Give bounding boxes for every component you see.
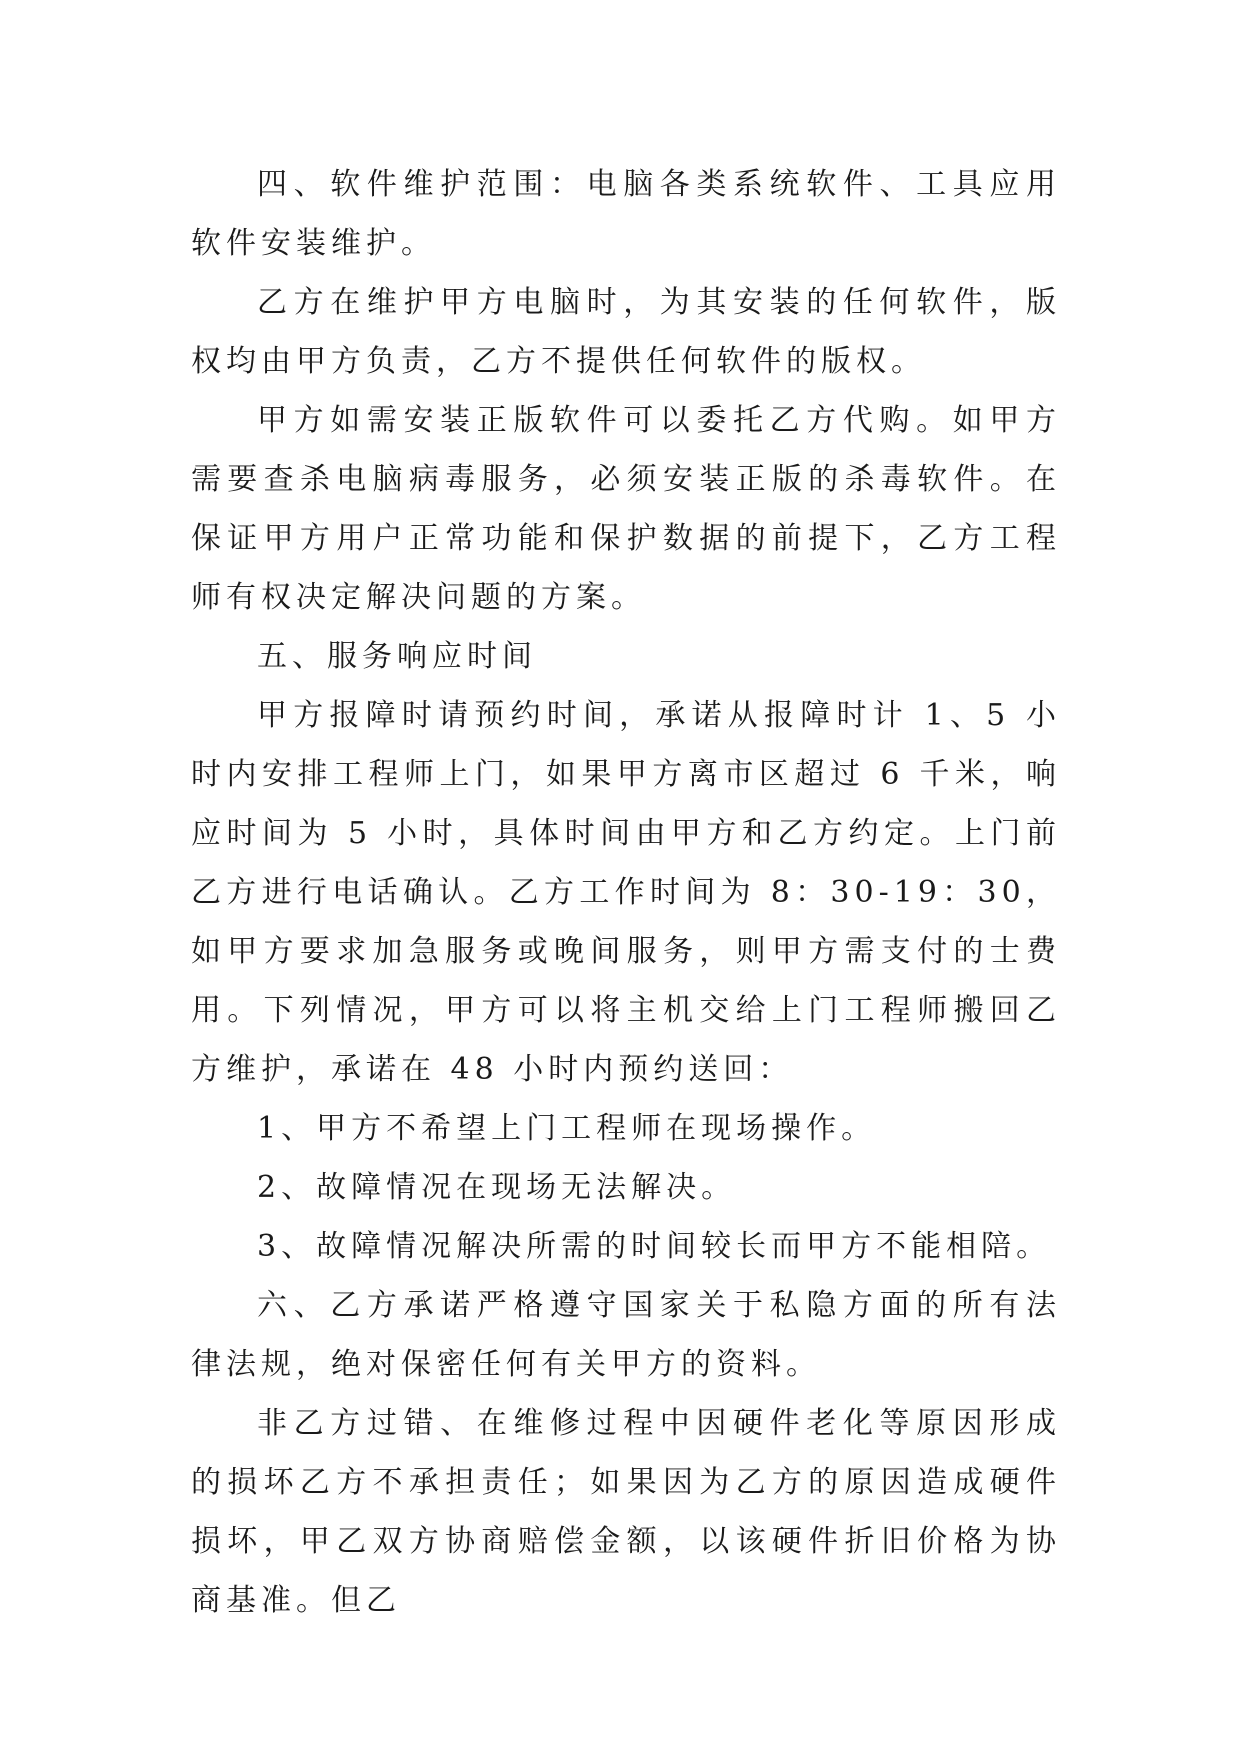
paragraph-genuine-software: 甲方如需安装正版软件可以委托乙方代购。如甲方需要查杀电脑病毒服务，必须安装正版的杀毒软件。在保证甲方用户正常功能和保护数据的前提下，乙方工程师有权决定解决问题的方案。 [191, 403, 1061, 615]
list-item-2: 2、故障情况在现场无法解决。 [257, 1170, 737, 1205]
paragraph-response-details: 甲方报障时请预约时间，承诺从报障时计 1、5 小时内安排工程师上门，如果甲方离市区超过 6 千米，响应时间为 5 小时，具体时间由甲方和乙方约定。上门前乙方进行电话确认。乙方工作时间为 8：30-19：30，如甲方要求加急服务或晚间服务，则甲方需支付的士费用。下列情况，甲方可以将主机交给上门工程师搬回乙方维护，承诺在 48 小时内预约送回： [191, 698, 1061, 1087]
list-item-3: 3、故障情况解决所需的时间较长而甲方不能相陪。 [257, 1229, 1052, 1264]
document-page [191, 155, 1061, 1630]
paragraph-software-scope: 四、软件维护范围：电脑各类系统软件、工具应用软件安装维护。 [191, 167, 1061, 261]
paragraph-privacy: 六、乙方承诺严格遵守国家关于私隐方面的所有法律法规，绝对保密任何有关甲方的资料。 [191, 1288, 1061, 1382]
section-heading-response-time: 五、服务响应时间 [257, 639, 537, 674]
list-item-1: 1、甲方不希望上门工程师在现场操作。 [257, 1111, 877, 1146]
paragraph-software-copyright: 乙方在维护甲方电脑时，为其安装的任何软件，版权均由甲方负责，乙方不提供任何软件的版权。 [191, 285, 1061, 379]
paragraph-liability: 非乙方过错、在维修过程中因硬件老化等原因形成的损坏乙方不承担责任；如果因为乙方的原因造成硬件损坏，甲乙双方协商赔偿金额，以该硬件折旧价格为协商基准。但乙 [191, 1406, 1061, 1618]
